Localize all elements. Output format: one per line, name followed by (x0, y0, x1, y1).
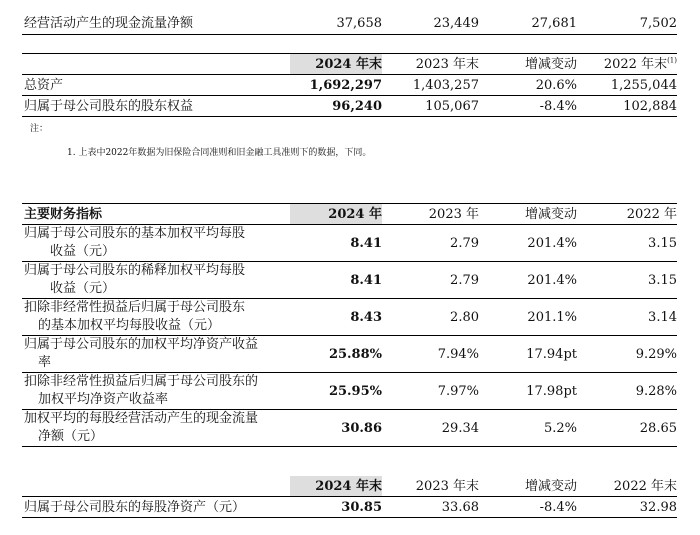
value-cell: 23,449 (382, 12, 479, 35)
footnote-item: 1. 上表中2022年数据为旧保险合同准则和旧金融工具准则下的数据，下同。 (67, 148, 372, 158)
cash-flow-table (22, 12, 677, 35)
row-label (22, 373, 290, 410)
row-label-line: 加权平均净资产收益率 (38, 392, 169, 407)
table-row (22, 336, 677, 373)
row-label (22, 262, 290, 299)
net-asset-table (22, 476, 677, 518)
table-row (22, 96, 677, 117)
table-title: 主要财务指标 (22, 204, 290, 225)
column-header: 2022 年末 (577, 476, 677, 497)
value-cell: 25.95% (290, 373, 382, 410)
header-empty (22, 54, 290, 75)
value-cell: 17.98pt (479, 373, 577, 410)
column-header (577, 54, 677, 75)
column-header: 2022 年 (577, 204, 677, 225)
value-cell: 3.15 (577, 262, 677, 299)
row-label: 总资产 (22, 75, 290, 96)
value-cell: 7,502 (577, 12, 677, 35)
row-label-line: 归属于母公司股东的加权平均净资产收益 (24, 337, 259, 352)
value-cell: 30.86 (290, 410, 382, 447)
table-row (22, 12, 677, 35)
notes-title: 注： (30, 124, 49, 134)
value-cell: 7.97% (382, 373, 479, 410)
row-label-line: 净额（元） (38, 429, 104, 444)
value-cell: 1,255,044 (577, 75, 677, 96)
value-cell: 96,240 (290, 96, 382, 117)
value-cell: 105,067 (382, 96, 479, 117)
table-row (22, 410, 677, 447)
row-label-line: 收益（元） (50, 281, 116, 296)
value-cell: 2.79 (382, 262, 479, 299)
footnote-marker: (1) (667, 56, 677, 65)
table-header-row (22, 54, 677, 75)
value-cell: 25.88% (290, 336, 382, 373)
value-cell: 5.2% (479, 410, 577, 447)
column-header-label: 2022 年末 (603, 56, 668, 72)
value-cell: 37,658 (290, 12, 382, 35)
value-cell: 20.6% (479, 75, 577, 96)
row-label (22, 225, 290, 262)
value-cell: 17.94pt (479, 336, 577, 373)
row-label: 经营活动产生的现金流量净额 (22, 12, 290, 35)
value-cell: 201.4% (479, 262, 577, 299)
value-cell: 29.34 (382, 410, 479, 447)
column-header: 增减变动 (479, 204, 577, 225)
row-label-line: 扣除非经常性损益后归属于母公司股东的 (24, 374, 259, 389)
row-label-line: 的基本加权平均每股收益（元） (38, 318, 221, 333)
value-cell: 33.68 (382, 497, 479, 518)
header-empty (22, 476, 290, 497)
table-row (22, 497, 677, 518)
value-cell: 3.15 (577, 225, 677, 262)
row-label: 归属于母公司股东的每股净资产（元） (22, 497, 290, 518)
value-cell: 27,681 (479, 12, 577, 35)
value-cell: 201.4% (479, 225, 577, 262)
row-label (22, 336, 290, 373)
row-label-line: 率 (38, 355, 52, 370)
column-header: 2024 年 (290, 204, 382, 225)
value-cell: 28.65 (577, 410, 677, 447)
column-header: 2023 年 (382, 204, 479, 225)
value-cell: 8.43 (290, 299, 382, 336)
row-label-line: 归属于母公司股东的稀释加权平均每股 (24, 263, 246, 278)
table-row (22, 225, 677, 262)
value-cell: -8.4% (479, 497, 577, 518)
column-header: 2023 年末 (382, 54, 479, 75)
column-header: 增减变动 (479, 54, 577, 75)
value-cell: 9.29% (577, 336, 677, 373)
value-cell: 102,884 (577, 96, 677, 117)
row-label-line: 加权平均的每股经营活动产生的现金流量 (24, 411, 259, 426)
value-cell: 2.79 (382, 225, 479, 262)
value-cell: 32.98 (577, 497, 677, 518)
row-label (22, 299, 290, 336)
value-cell: 7.94% (382, 336, 479, 373)
column-header: 2024 年末 (290, 476, 382, 497)
value-cell: 201.1% (479, 299, 577, 336)
value-cell: 9.28% (577, 373, 677, 410)
value-cell: 1,692,297 (290, 75, 382, 96)
value-cell: -8.4% (479, 96, 577, 117)
table-header-row (22, 204, 677, 225)
table-row (22, 75, 677, 96)
row-label-line: 收益（元） (50, 244, 116, 259)
row-label-line: 归属于母公司股东的基本加权平均每股 (24, 226, 246, 241)
column-header: 2024 年末 (290, 54, 382, 75)
column-header: 增减变动 (479, 476, 577, 497)
row-label-line: 扣除非经常性损益后归属于母公司股东 (24, 300, 246, 315)
footnotes (30, 123, 372, 158)
table-row (22, 262, 677, 299)
row-label: 归属于母公司股东的股东权益 (22, 96, 290, 117)
value-cell: 3.14 (577, 299, 677, 336)
value-cell: 2.80 (382, 299, 479, 336)
row-label (22, 410, 290, 447)
table-row (22, 299, 677, 336)
column-header: 2023 年末 (382, 476, 479, 497)
financial-indicators-table (22, 203, 677, 447)
value-cell: 30.85 (290, 497, 382, 518)
value-cell: 1,403,257 (382, 75, 479, 96)
value-cell: 8.41 (290, 262, 382, 299)
value-cell: 8.41 (290, 225, 382, 262)
table-header-row (22, 476, 677, 497)
balance-table (22, 53, 677, 117)
table-row (22, 373, 677, 410)
